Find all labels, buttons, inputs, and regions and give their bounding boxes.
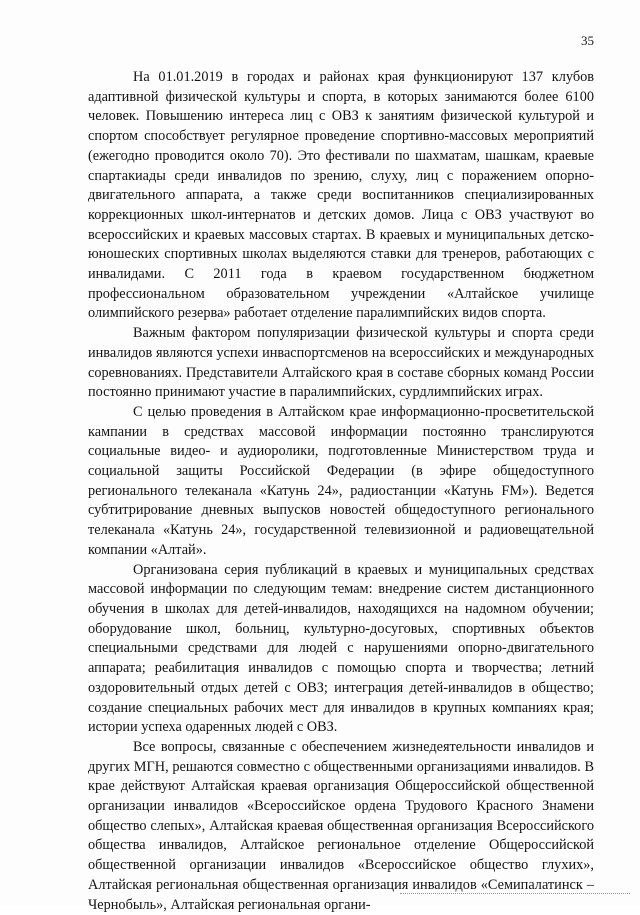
document-body: [88, 68, 594, 915]
paragraph-organizations: Все вопросы, связанные с обеспечением жизнедеятельности инвалидов и других МГН, решаются совместно с общественными организациями инвалидов. В крае действуют Алтайская краевая организация Общероссийской общественной организации инвалидов «Всероссийское ордена Трудового Красного Знамени общество слепых», Алтайская краевая общественная организация Всероссийского общества инвалидов, Алтайское региональное отделение Общероссийской общественной организации инвалидов «Всероссийское общество глухих», Алтайская региональная общественная организация инвалидов «Семипалатинск – Чернобыль», Алтайская региональная органи-: [88, 738, 594, 913]
paragraph-media-campaign: С целью проведения в Алтайском крае информационно-просветительской кампании в средствах массовой информации постоянно транслируются социальные видео- и аудиоролики, подготовленные Министерством труда и социальной защиты Российской Федерации (в эфире общедоступного регионального телеканала «Катунь 24», радиостанции «Катунь FM»). Ведется субтитрирование дневных выпусков новостей общедоступного регионального телеканала «Катунь 24», государственной телевизионной и радиовещательной компании «Алтай».: [88, 403, 594, 558]
paragraph-competitions: Важным фактором популяризации физической культуры и спорта среди инвалидов являются успехи инваспортсменов на всероссийских и международных соревнованиях. Представители Алтайского края в составе сборных команд России постоянно принимают участие в паралимпийских, сурдлимпийских играх.: [88, 325, 594, 401]
paragraph-clubs: На 01.01.2019 в городах и районах края функционируют 137 клубов адаптивной физической культуры и спорта, в которых занимаются более 6100 человек. Повышению интереса лиц с ОВЗ к занятиям физической культурой и спортом способствует регулярное проведение спортивно-массовых мероприятий (ежегодно проводится около 70). Это фестивали по шахматам, шашкам, краевые спартакиады среди инвалидов по зрению, слуху, лиц с поражением опорно-двигательного аппарата, а также среди воспитанников специализированных коррекционных школ-интернатов и детских домов. Лица с ОВЗ участвуют во всероссийских и краевых массовых стартах. В краевых и муниципальных детско-юношеских спортивных школах выделяются ставки для тренеров, работающих с инвалидами. С 2011 года в краевом государственном бюджетном профессиональном образовательном учреждении «Алтайское училище олимпийского резерва» работает отделение паралимпийских видов спорта.: [88, 69, 594, 322]
page-number: 35: [581, 33, 594, 48]
paragraph-publications: Организована серия публикаций в краевых и муниципальных средствах массовой информации по следующим темам: внедрение систем дистанционного обучения в школах для детей-инвалидов, находящихся на надомном обучении; оборудование школ, больниц, культурно-досуговых, спортивных объектов специальными средствами для людей с нарушениями опорно-двигательного аппарата; реабилитация инвалидов с помощью спорта и творчества; летний оздоровительный отдых детей с ОВЗ; интеграция детей-инвалидов в общество; создание специальных рабочих мест для инвалидов в крупных компаниях края; истории успеха одаренных людей с ОВЗ.: [88, 561, 594, 736]
scan-artifact: [400, 893, 630, 896]
